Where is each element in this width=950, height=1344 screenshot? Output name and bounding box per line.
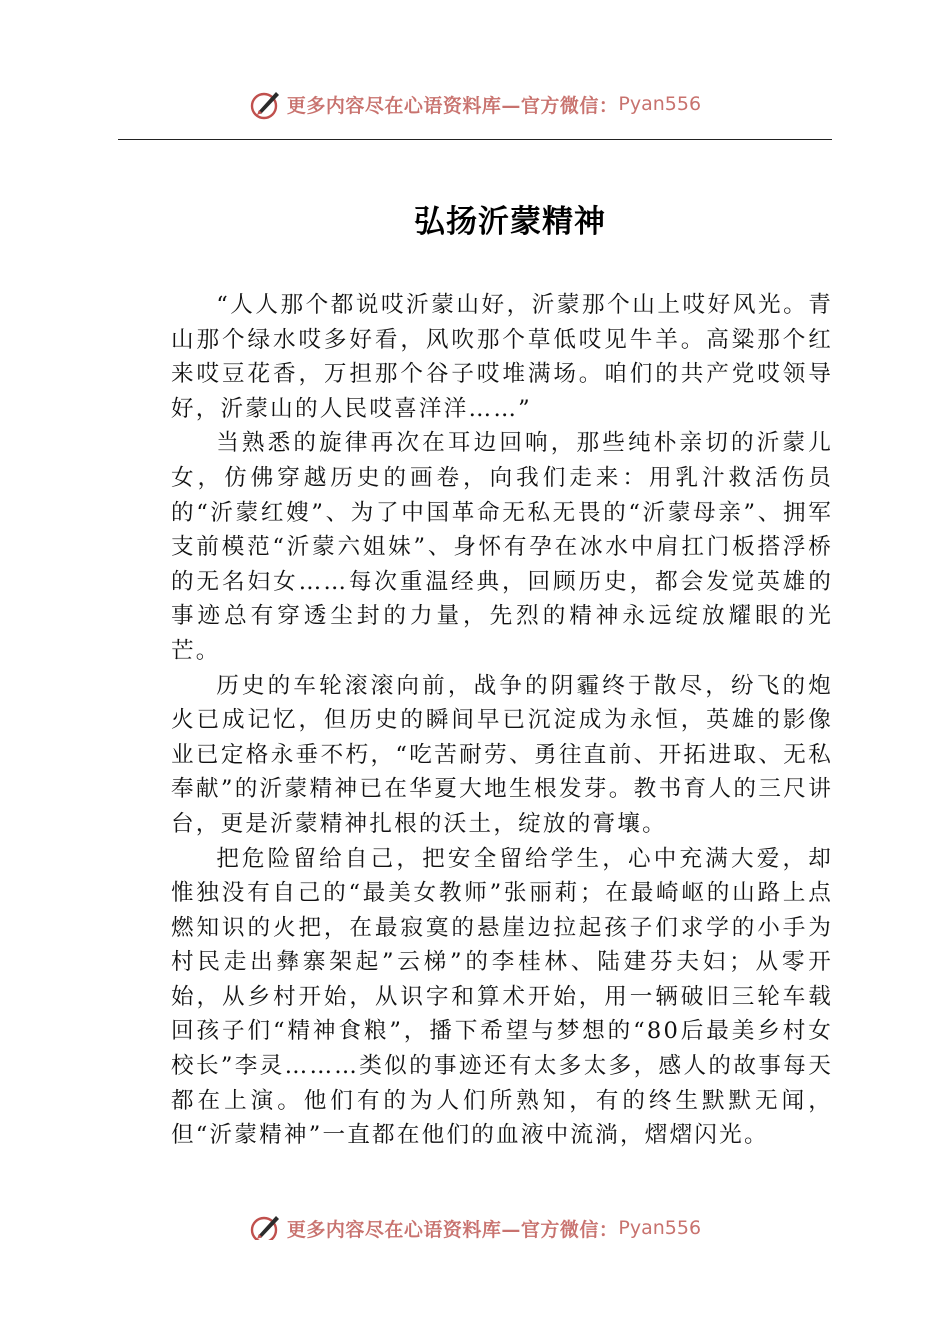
paragraph-2: 当熟悉的旋律再次在耳边回响，那些纯朴亲切的沂蒙儿女，仿佛穿越历史的画卷，向我们走来：用乳汁救活伤员的“沂蒙红嫂”、为了中国革命无私无畏的“沂蒙母亲”、拥军支前模范“沂蒙六姐妹”、身怀有孕在冰水中肩扛门板搭浮桥的无名妇女……每次重温经典，回顾历史，都会发觉英雄的事迹总有穿透尘封的力量，先烈的精神永远绽放耀眼的光芒。	[171, 430, 833, 664]
page-footer-banner	[0, 1206, 950, 1240]
header-banner-wechat-id: Pyan556	[618, 93, 702, 115]
footer-banner-wechat-id: Pyan556	[618, 1217, 702, 1239]
document-body	[171, 288, 833, 1153]
header-banner-text: 更多内容尽在心语资料库—官方微信：	[286, 94, 619, 117]
paragraph-4: 把危险留给自己，把安全留给学生，心中充满大爱，却惟独没有自己的“最美女教师”张丽莉；在最崎岖的山路上点燃知识的火把，在最寂寞的悬崖边拉起孩子们求学的小手为村民走出彝寨架起”云梯”的李桂林、陆建芬夫妇；从零开始，从乡村开始，从识字和算术开始，用一辆破旧三轮车载回孩子们“精神食粮”，播下希望与梦想的“80后最美乡村女校长”李灵………类似的事迹还有太多太多，感人的故事每天都在上演。他们有的为人们所熟知，有的终生默默无闻，但“沂蒙精神”一直都在他们的血液中流淌，熠熠闪光。	[171, 845, 833, 1149]
quill-pen-icon	[249, 1211, 283, 1240]
quill-pen-icon	[249, 87, 283, 121]
paragraph-1: “人人那个都说哎沂蒙山好，沂蒙那个山上哎好风光。青山那个绿水哎多好看，风吹那个草低哎见牛羊。高粱那个红来哎豆花香，万担那个谷子哎堆满场。咱们的共产党哎领导好，沂蒙山的人民哎喜洋洋……”	[171, 292, 833, 422]
paragraph-3: 历史的车轮滚滚向前，战争的阴霾终于散尽，纷飞的炮火已成记忆，但历史的瞬间早已沉淀成为永恒，英雄的影像业已定格永垂不朽，“吃苦耐劳、勇往直前、开拓进取、无私奉献”的沂蒙精神已在华夏大地生根发芽。教书育人的三尺讲台，更是沂蒙精神扎根的沃土，绽放的膏壤。	[171, 672, 833, 837]
document-title: 弘扬沂蒙精神	[414, 204, 606, 240]
footer-banner-text: 更多内容尽在心语资料库—官方微信：	[286, 1218, 619, 1240]
header-divider	[118, 139, 832, 140]
page-header-banner	[0, 82, 950, 126]
